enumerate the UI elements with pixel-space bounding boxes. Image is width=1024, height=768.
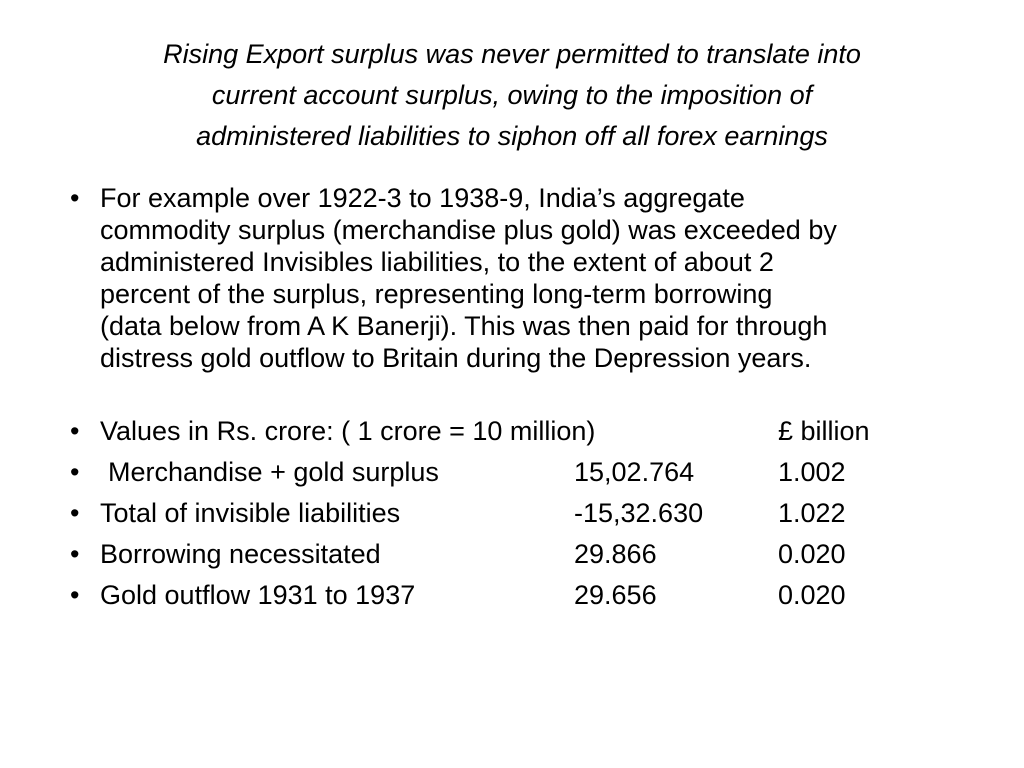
table-row	[60, 493, 980, 534]
paragraph-line-2: commodity surplus (merchandise plus gold) was exceeded by	[100, 215, 837, 245]
slide-title	[60, 34, 964, 157]
table-row	[60, 452, 980, 493]
table-row	[60, 534, 980, 575]
row-billion-value: 0.020	[778, 580, 846, 610]
bullet-dot-icon: •	[70, 498, 80, 528]
bullet-paragraph	[60, 182, 980, 374]
title-line-1: Rising Export surplus was never permitted to translate into	[163, 39, 861, 69]
title-line-2: current account surplus, owing to the imposition of	[211, 80, 813, 110]
table-header-unit: £ billion	[778, 416, 870, 446]
row-label: Merchandise + gold surplus	[108, 457, 439, 487]
table-header-row	[60, 411, 980, 452]
paragraph-line-3: administered Invisibles liabilities, to the extent of about 2	[100, 247, 774, 277]
title-line-3: administered liabilities to siphon off all forex earnings	[196, 121, 828, 151]
paragraph-line-1: For example over 1922-3 to 1938-9, India’s aggregate	[100, 183, 745, 213]
paragraph-line-6: distress gold outflow to Britain during the Depression years.	[100, 343, 812, 373]
row-billion-value: 1.002	[778, 457, 846, 487]
row-label: Gold outflow 1931 to 1937	[100, 580, 416, 610]
row-crore-value: -15,32.630	[574, 498, 704, 528]
table-header-label: Values in Rs. crore: ( 1 crore = 10 million)	[100, 416, 596, 446]
row-label: Borrowing necessitated	[100, 539, 381, 569]
bullet-dot-icon: •	[70, 580, 80, 610]
paragraph-line-4: percent of the surplus, representing long-term borrowing	[100, 279, 773, 309]
bullet-dot-icon: •	[70, 539, 80, 569]
row-crore-value: 15,02.764	[574, 457, 695, 487]
row-billion-value: 0.020	[778, 539, 846, 569]
row-label: Total of invisible liabilities	[100, 498, 401, 528]
row-billion-value: 1.022	[778, 498, 846, 528]
bullet-dot-icon: •	[70, 183, 80, 213]
row-crore-value: 29.656	[574, 580, 657, 610]
slide-body	[60, 182, 980, 616]
bullet-dot-icon: •	[70, 457, 80, 487]
row-crore-value: 29.866	[574, 539, 657, 569]
bullet-dot-icon: •	[70, 416, 80, 446]
paragraph-line-5: (data below from A K Banerji). This was then paid for through	[100, 311, 828, 341]
table-row	[60, 575, 980, 616]
